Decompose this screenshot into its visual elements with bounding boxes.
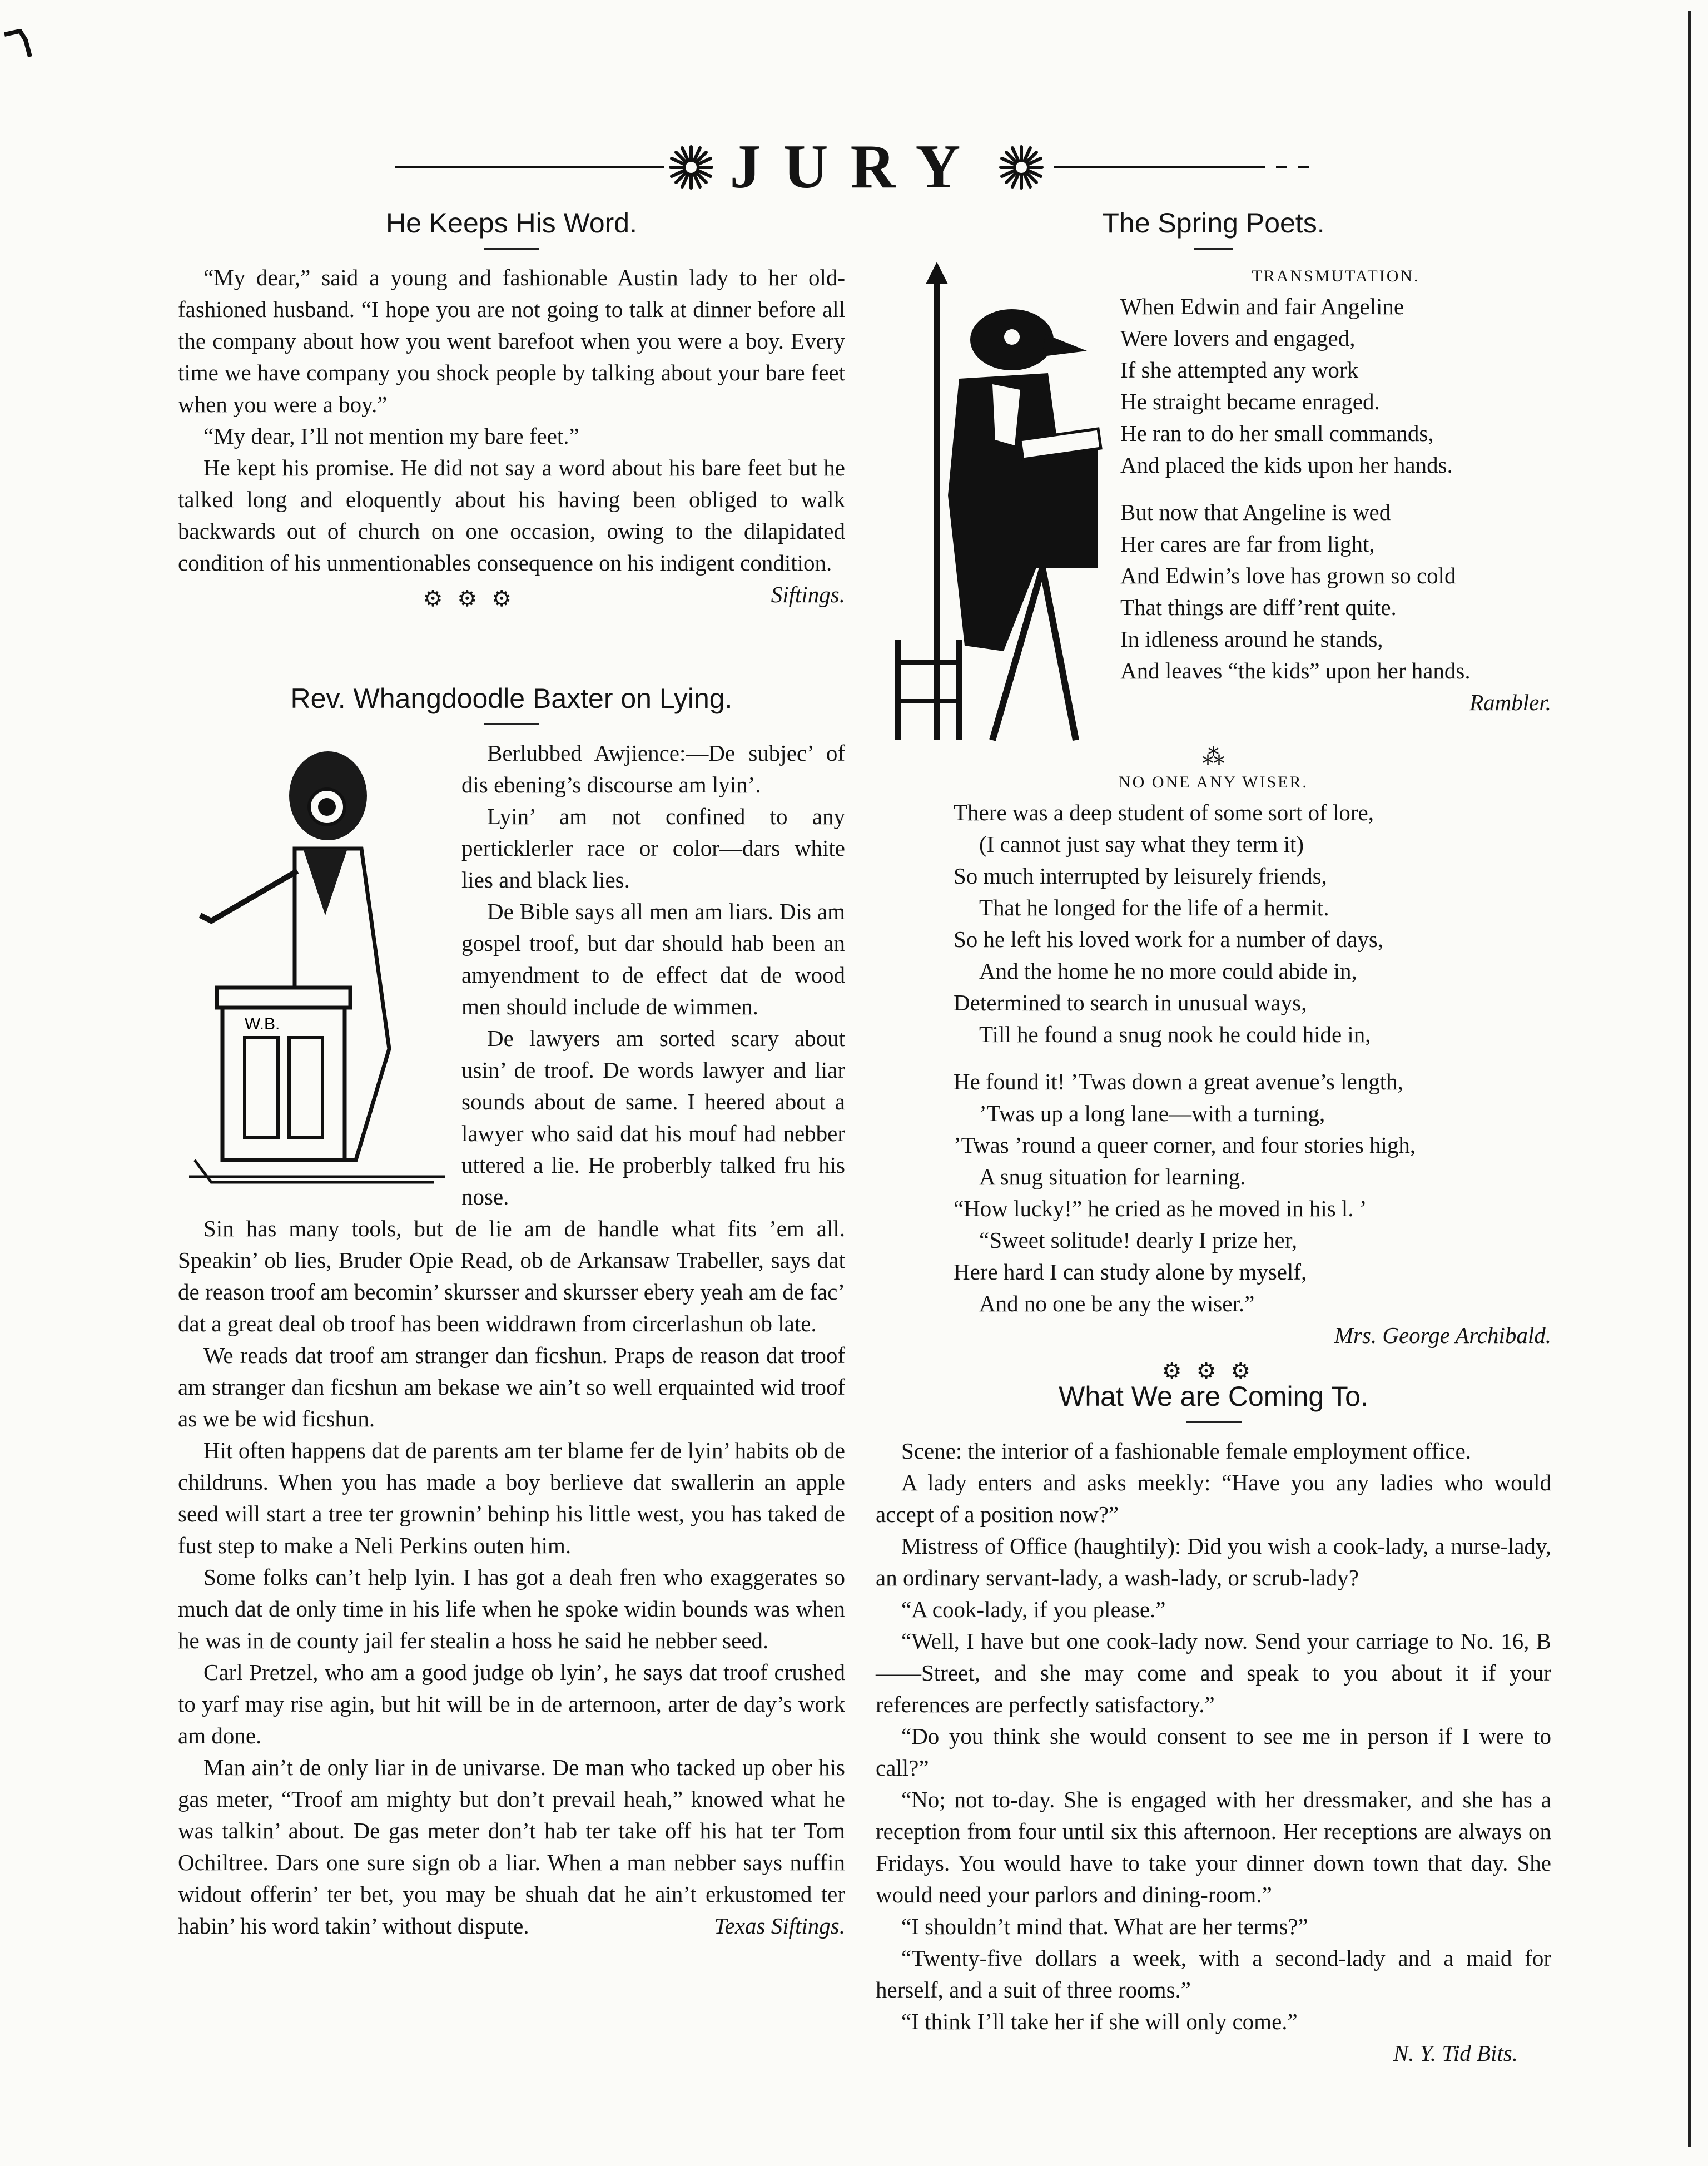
paragraph [178, 452, 845, 607]
paragraph: “I shouldn’t mind that. What are her terms?” [901, 1914, 1308, 1939]
article-baxter-on-lying [178, 681, 845, 1942]
paragraph [178, 1752, 845, 1942]
masthead-dash [1298, 166, 1309, 168]
verse-line: That he longed for the life of a hermit. [979, 895, 1329, 920]
article-heading: The Spring Poets. [1102, 207, 1325, 239]
article-spring-poets [876, 206, 1551, 1391]
masthead-rule-left [395, 166, 664, 168]
crow-poet-illustration-icon [876, 262, 1109, 746]
starburst-icon [997, 143, 1045, 191]
paragraph-text: Man ain’t de only liar in de univarse. De man who tacked up ober his gas meter, “Troof am mighty but don’t prevail heah,” knowed what he was talkin’ about. De gas meter don’t hab ter take off his hat ter Tom Ochiltree. Dars one sure sign ob a liar. When a man nebber says nuffin widout offerin’ ter bet, you may be shuah dat he ain’t erkustomed ter habin’ his word takin’ without dispute. [178, 1754, 845, 1939]
verse-line: When Edwin and fair Angeline [1120, 294, 1404, 319]
paragraph: Scene: the interior of a fashionable female employment office. [901, 1438, 1471, 1464]
paragraph: A lady enters and asks meekly: “Have you any ladies who would accept of a position now?” [876, 1470, 1551, 1527]
lectern-label: W.B. [245, 1015, 280, 1033]
verse-line: He straight became enraged. [1120, 389, 1380, 414]
credit: Rambler. [1469, 690, 1551, 715]
verse-line: Here hard I can study alone by myself, [954, 1259, 1307, 1285]
article-what-we-are-coming-to [876, 1379, 1551, 2069]
paragraph: “Do you think she would consent to see me in person if I were to call?” [876, 1723, 1551, 1781]
verse-line: So he left his loved work for a number of days, [954, 926, 1384, 952]
paragraph: “A cook-lady, if you please.” [901, 1597, 1166, 1622]
article-heading: Rev. Whangdoodle Baxter on Lying. [290, 683, 733, 714]
heading-rule [484, 248, 539, 250]
paragraph: Some folks can’t help lyin. I has got a deah fren who exaggerates so much dat de only time in his life when he spoke widin bounds was when he was in de county jail fer stealin a hoss he said he nebber seed. [178, 1564, 845, 1653]
article-heading: What We are Coming To. [1059, 1381, 1368, 1412]
verse-line: But now that Angeline is wed [1120, 499, 1391, 525]
verse-line: And Edwin’s love has grown so cold [1120, 563, 1456, 588]
paragraph-text: He kept his promise. He did not say a word about his bare feet but he talked long and eloquently about his having been obliged to walk backwards out of church on one occasion, owing to the dilapidated condition of his unmentionables consequence on his indigent condition. [178, 455, 845, 576]
verse-line: Were lovers and engaged, [1120, 325, 1356, 351]
credit: Siftings. [771, 582, 845, 607]
paragraph: Carl Pretzel, who am a good judge ob lyin’, he says dat troof crushed to yarf may rise agin, but hit will be in de arternoon, arter de day’s work am done. [178, 1659, 845, 1748]
section-ornament: ⚙⚙⚙ [423, 586, 527, 611]
starburst-icon [667, 143, 715, 191]
masthead-dash [1276, 166, 1287, 168]
article-heading: He Keeps His Word. [385, 207, 638, 239]
verse-line: He found it! ’Twas down a great avenue’s length, [954, 1069, 1403, 1094]
verse-line: In idleness around he stands, [1120, 626, 1383, 652]
paragraph: “My dear, I’ll not mention my bare feet.” [203, 423, 579, 449]
masthead [389, 132, 1323, 201]
paragraph: De Bible says all men am liars. Dis am gospel troof, but dar should hab been an amyendment to de effect dat de wood men should include de wimmen. [461, 899, 845, 1019]
corner-mark-icon [3, 29, 42, 62]
masthead-title: JURY [729, 132, 983, 201]
verse-line: ’Twas up a long lane—with a turning, [979, 1101, 1325, 1126]
paragraph: “My dear,” said a young and fashionable Austin lady to her old-fashioned husband. “I hope you are not going to talk at dinner before all the company about how you went barefoot when you were a boy. Every time we have company you shock people by talking about your bare feet when you were a boy.” [178, 265, 845, 417]
paragraph: Hit often happens dat de parents am ter blame fer de lyin’ habits ob de childruns. When you has made a boy berlieve dat swallerin an apple seed will start a tree ter grownin’ behinp his little west, you has taked de fust step to make a Neli Perkins outen him. [178, 1438, 845, 1558]
credit: Mrs. George Archibald. [1334, 1322, 1551, 1348]
asterism-icon: ⁂ [1202, 744, 1225, 769]
paragraph: De lawyers am sorted scary about usin’ de troof. De words lawyer and liar sounds about de same. I heered about a lawyer who said dat his mouf had nebber uttered a lie. He proberbly talked fru his nose. [461, 1025, 845, 1210]
verse-line: “Sweet solitude! dearly I prize her, [979, 1227, 1298, 1253]
masthead-rule-right [1054, 166, 1265, 168]
verse-line: He ran to do her small commands, [1120, 420, 1434, 446]
paragraph: Mistress of Office (haughtily): Did you wish a cook-lady, a nurse-lady, an ordinary servant-lady, a wash-lady, or scrub-lady? [876, 1533, 1551, 1590]
heading-rule [1186, 1421, 1242, 1423]
article-he-keeps-his-word [178, 206, 845, 619]
credit: N. Y. Tid Bits. [1393, 2040, 1518, 2066]
verse-line: Her cares are far from light, [1120, 531, 1375, 557]
paragraph: We reads dat troof am stranger dan ficshun. Praps de reason dat troof am stranger dan ficshun am bekase we ain’t so well erquainted wid troof as we be wid ficshun. [178, 1342, 845, 1431]
verse-line: Determined to search in unusual ways, [954, 990, 1307, 1015]
paragraph: Berlubbed Awjience:—De subjec’ of dis ebening’s discourse am lyin’. [461, 740, 845, 797]
poem-title: TRANSMUTATION. [1252, 267, 1420, 285]
verse-line: ’Twas ’round a queer corner, and four stories high, [954, 1132, 1416, 1158]
preacher-illustration-icon [178, 737, 456, 1193]
verse-line: If she attempted any work [1120, 357, 1359, 383]
verse-line: That things are diff’rent quite. [1120, 594, 1397, 620]
verse-line: “How lucky!” he cried as he moved in his l. ’ [954, 1196, 1367, 1221]
verse-line: And no one be any the wiser.” [979, 1291, 1255, 1316]
paragraph: “Twenty-five dollars a week, with a second-lady and a maid for herself, and a suit of three rooms.” [876, 1945, 1551, 2003]
verse-line: Till he found a snug nook he could hide in, [979, 1022, 1371, 1047]
heading-rule [1194, 248, 1233, 250]
paragraph: Lyin’ am not confined to any perticklerler race or color—dars white lies and black lies. [461, 804, 845, 893]
verse-line: And leaves “the kids” upon her hands. [1120, 658, 1471, 683]
verse-line: And placed the kids upon her hands. [1120, 452, 1453, 478]
baxter-figure [178, 737, 456, 1193]
verse-line: And the home he no more could abide in, [979, 958, 1357, 984]
paragraph: Sin has many tools, but de lie am de handle what fits ’em all. Speakin’ ob lies, Bruder Opie Read, ob de Arkansaw Trabeller, says dat de reason troof am becomin’ skursser and skursser ebery yeah am de fac’ dat a great deal ob troof has been widdrawn from circerlashun ob late. [178, 1216, 845, 1336]
verse-line: A snug situation for learning. [979, 1164, 1246, 1189]
credit: Texas Siftings. [714, 1913, 845, 1939]
verse-line: There was a deep student of some sort of lore, [954, 800, 1374, 825]
paragraph: “I think I’ll take her if she will only come.” [901, 2009, 1298, 2034]
verse-line: So much interrupted by leisurely friends, [954, 863, 1327, 889]
page-edge-rule [1688, 11, 1695, 2147]
poem-title: NO ONE ANY WISER. [1119, 773, 1308, 791]
heading-rule [484, 723, 539, 725]
poet-figure [876, 262, 1109, 746]
paragraph: “No; not to-day. She is engaged with her dressmaker, and she has a reception from four until six this afternoon. Her receptions are always on Fridays. You would have to take your dinner down town that day. She would need your parlors and dining-room.” [876, 1787, 1551, 1907]
poem-no-one-any-wiser [876, 797, 1551, 1351]
verse-line: (I cannot just say what they term it) [979, 831, 1304, 857]
section-ornament: ⚙⚙⚙ [1161, 1359, 1265, 1384]
paragraph: “Well, I have but one cook-lady now. Send your carriage to No. 16, B——Street, and she may come and speak to you about it if your references are perfectly satisfactory.” [876, 1628, 1551, 1717]
